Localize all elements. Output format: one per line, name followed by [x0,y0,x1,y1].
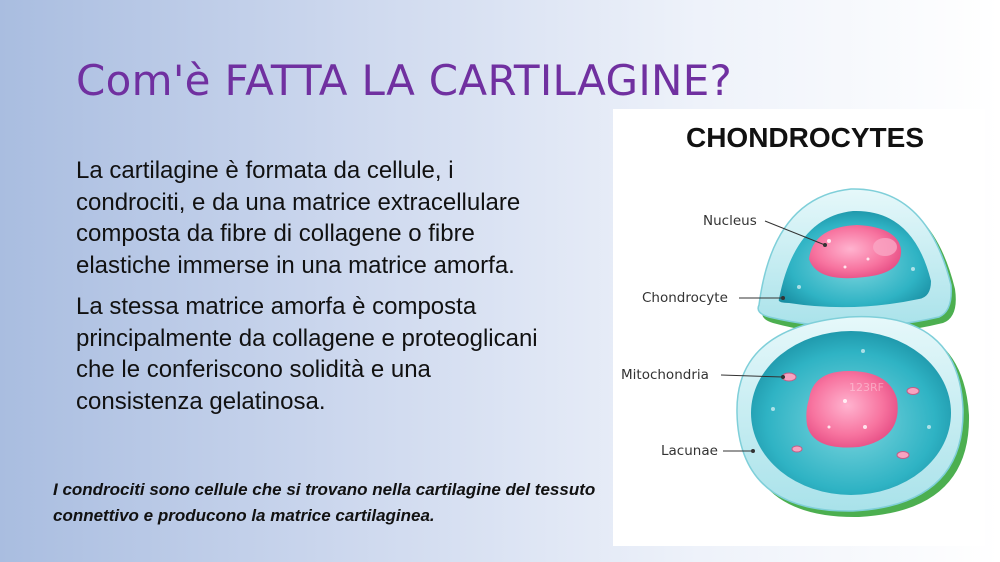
mitochondrion [792,446,802,452]
slide-title: Com'è FATTA LA CARTILAGINE? [76,56,733,105]
svg-text:Chondrocyte: Chondrocyte [642,290,728,306]
chondrocytes-illustration [613,109,985,546]
watermark: 123RF [849,381,884,394]
svg-text:Mitochondria: Mitochondria [621,367,709,383]
lower-chondrocyte [737,317,969,517]
mitochondrion [897,452,909,459]
figure-title: CHONDROCYTES [685,122,925,153]
chondrocytes-figure [613,109,985,546]
body-text [76,155,546,427]
watermark: 123RF [709,265,744,278]
upper-chondrocyte [758,189,956,334]
mitochondrion [907,388,919,395]
paragraph-2: La stessa matrice amorfa è composta principalmente da collagene e proteoglicani che le conferiscono solidità e una consistenza gelatinosa. [76,293,538,415]
paragraph-1: La cartilagine è formata da cellule, i condrociti, e da una matrice extracellulare composta da fibre di collagene o fibre elastiche immerse in una matrice amorfa. [76,157,521,279]
svg-text:Lacunae: Lacunae [661,443,718,459]
svg-text:Nucleus: Nucleus [703,213,757,229]
footnote: I condrociti sono cellule che si trovano nella cartilagine del tessuto connettivo e producono la matrice cartilaginea. [53,480,596,525]
